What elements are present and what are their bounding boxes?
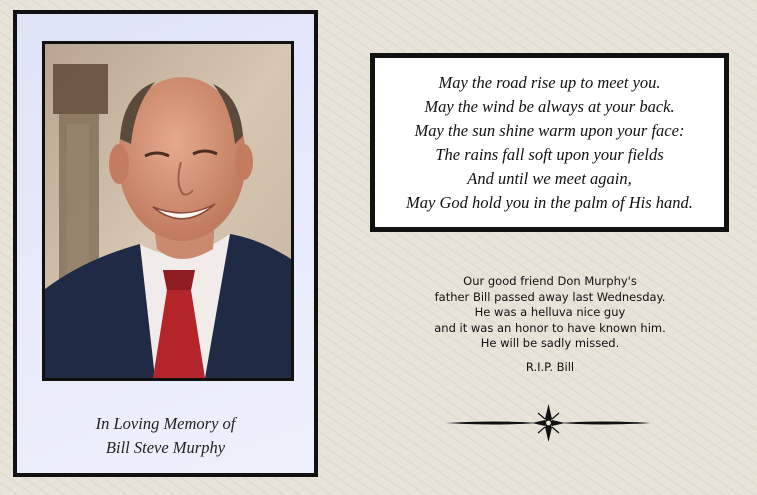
message-line: Our good friend Don Murphy's bbox=[463, 274, 637, 288]
ornamental-divider-icon bbox=[446, 404, 651, 442]
poem-line: May the road rise up to meet you. bbox=[438, 72, 661, 92]
poem-line: May the sun shine warm upon your face: bbox=[414, 120, 685, 140]
poem-line: May God hold you in the palm of His hand. bbox=[406, 192, 693, 212]
irish-blessing-box bbox=[370, 53, 729, 232]
memory-line-1: In Loving Memory of bbox=[95, 414, 236, 433]
message-line: and it was an honor to have known him. bbox=[434, 320, 666, 335]
poem-line: May the wind be always at your back. bbox=[424, 96, 675, 116]
message-line: He was a helluva nice guy bbox=[474, 305, 626, 319]
memory-line-2: Bill Steve Murphy bbox=[105, 438, 226, 457]
portrait-illustration bbox=[45, 44, 291, 378]
in-loving-memory-caption bbox=[17, 412, 314, 460]
memorial-card bbox=[13, 10, 318, 477]
poem-line: And until we meet again, bbox=[467, 168, 632, 188]
poem-line: The rains fall soft upon your fields bbox=[435, 144, 664, 164]
message-line: father Bill passed away last Wednesday. bbox=[434, 289, 666, 304]
rip-text: R.I.P. Bill bbox=[525, 360, 575, 374]
portrait-photo bbox=[42, 41, 294, 381]
tribute-message bbox=[380, 274, 720, 352]
message-line: He will be sadly missed. bbox=[480, 336, 620, 350]
